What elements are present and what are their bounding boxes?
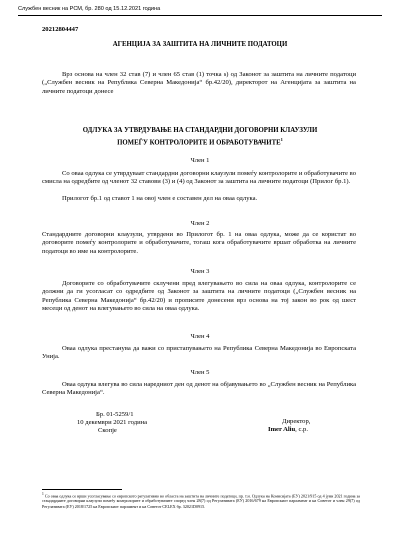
- article-1-text-2: Прилогот бр.1 од ставот 1 на овој член е составен дел на оваа одлука.: [62, 195, 258, 202]
- header-rule: [18, 15, 382, 16]
- article-5-heading: Член 5: [190, 369, 210, 376]
- article-2-heading: Член 2: [190, 220, 210, 227]
- decision-city: Скопје: [98, 427, 117, 435]
- signer: [268, 426, 310, 434]
- article-4-heading: Член 4: [190, 333, 210, 340]
- article-4-text: Оваа одлука престанува да важи со пристапувањето на Република Северна Македонија во Европската Унија.: [42, 345, 356, 361]
- footnote-mark: 1: [280, 136, 283, 142]
- title-line-2: [0, 136, 400, 148]
- footnote-rule: [42, 489, 122, 490]
- signer-role: Директор,: [282, 418, 311, 425]
- article-5-text: Оваа одлука влегува во сила наредниот ден од денот на објавувањето во „Службен весник на Република Северна Македонија“.: [42, 381, 356, 397]
- signer-suffix: , с.р.: [295, 426, 308, 434]
- signer-name: Imer Aliu: [268, 426, 296, 434]
- footnote: [42, 492, 360, 509]
- signature-left: [77, 411, 148, 436]
- title-line-1: ОДЛУКА ЗА УТВРДУВАЊЕ НА СТАНДАРДНИ ДОГОВОРНИ КЛАУЗУЛИ: [82, 127, 318, 134]
- title-line-2-text: ПОМЕЃУ КОНТРОЛОРИТЕ И ОБРАБОТУВАЧИТЕ: [117, 138, 281, 146]
- document-number: 20212804447: [42, 26, 79, 33]
- article-3-text: Договорите со обработувачите склучени пред влегувањето во сила на оваа одлука, контролорите се должни да ги усогласат со одредбите од Законот за заштита на личните податоци („Службен весник на Република Северна Македонија“ бр.42/20) и прописите донесени врз основа на тој закон во рок од шест месеци од денот на влегувањето во сила на оваа одлука.: [42, 280, 356, 313]
- running-head: Службен весник на РСМ, бр. 280 од 15.12.2021 година: [18, 6, 161, 12]
- article-1-text: Со оваа одлука се утврдуваат стандардни договорни клаузули помеѓу контролорите и обработувачите во смисла на одредбите од членот 32 ставови (3) и (4) од Законот за заштита на личните податоци (Прилог бр.1).: [42, 170, 356, 186]
- article-1-heading: Член 1: [190, 157, 210, 164]
- article-2-text: Стандардните договорни клаузули, утврдени во Прилогот бр. 1 на оваа одлука, може да се користат во договорите помеѓу контролорите и обработувачите, тогаш кога обработувачите вршат обработка на личните податоци во име на контролорите.: [42, 231, 356, 255]
- decision-number: Бр. 01-5259/1: [96, 411, 134, 418]
- signature-right: [268, 418, 310, 434]
- article-3-heading: Член 3: [190, 268, 210, 275]
- agency-heading: АГЕНЦИЈА ЗА ЗАШТИТА НА ЛИЧНИТЕ ПОДАТОЦИ: [112, 41, 288, 48]
- decision-date: 10 декември 2021 година: [77, 419, 148, 427]
- footnote-number: 1: [42, 492, 44, 496]
- decision-title: [0, 127, 400, 147]
- footnote-text: Со оваа одлука се врши усогласување со европското регулативно во областа на заштита на личните податоци, пр. т.н. Одлука на Комисијата (ЕУ) 2021/915 од 4 јуни 2021 година за стандардните договорни клаузули помеѓу контролорите и обработувачите според член 28(7) од Регулативата (ЕУ) 2016/679 на Европскиот парламент и на Советот и член 29(7) од Регулативата (ЕУ) 2018/1725 на Европскиот парламент и на Советот CELEX бр. 32021D0915.: [42, 493, 361, 509]
- preamble: Врз основа на член 32 став (7) и член 65 став (1) точка s) од Законот за заштита на личните податоци („Службен весник на Република Северна Македонија“ бр.42/20), директорот на Агенцијата за заштита на личните податоци донесе: [42, 71, 356, 95]
